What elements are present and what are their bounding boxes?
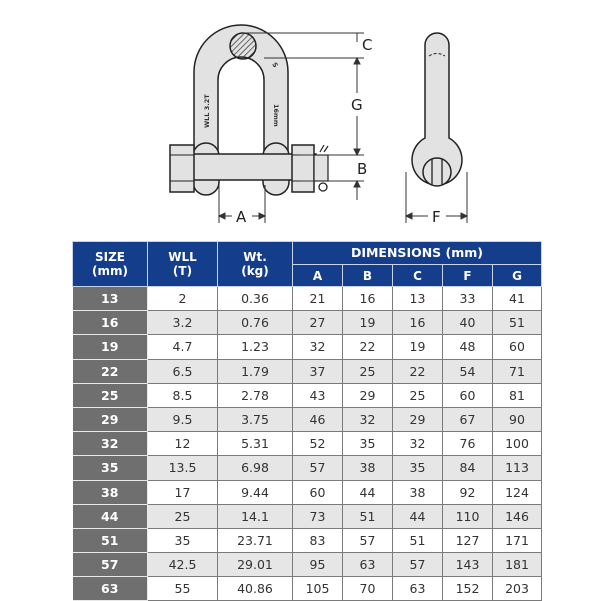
table-row	[73, 456, 542, 480]
cotter-pin-icon	[319, 183, 327, 191]
cell-wll: 9.5	[148, 407, 218, 431]
cell-a: 83	[293, 528, 343, 552]
cell-g: 171	[493, 528, 542, 552]
cell-b: 16	[343, 287, 393, 311]
cell-f: 54	[443, 359, 493, 383]
cell-size: 16	[73, 311, 148, 335]
cell-wll: 12	[148, 432, 218, 456]
cell-g: 81	[493, 383, 542, 407]
table-row	[73, 577, 542, 601]
header-wll-label: WLL	[168, 250, 197, 264]
cell-b: 44	[343, 480, 393, 504]
cell-a: 52	[293, 432, 343, 456]
cell-wt: 1.79	[218, 359, 293, 383]
cell-c: 35	[393, 456, 443, 480]
dimension-label-g: G	[351, 96, 363, 114]
cell-size: 25	[73, 383, 148, 407]
cell-size: 63	[73, 577, 148, 601]
cell-f: 40	[443, 311, 493, 335]
cell-wt: 3.75	[218, 407, 293, 431]
header-dim-g: G	[493, 265, 542, 287]
cell-wt: 1.23	[218, 335, 293, 359]
header-weight-unit: (kg)	[241, 264, 269, 278]
cell-f: 67	[443, 407, 493, 431]
cell-b: 29	[343, 383, 393, 407]
cell-c: 51	[393, 528, 443, 552]
cell-a: 43	[293, 383, 343, 407]
cell-size: 32	[73, 432, 148, 456]
cell-c: 29	[393, 407, 443, 431]
cell-f: 92	[443, 480, 493, 504]
cell-wll: 35	[148, 528, 218, 552]
cell-b: 32	[343, 407, 393, 431]
cell-wt: 9.44	[218, 480, 293, 504]
cell-a: 32	[293, 335, 343, 359]
dimension-label-b: B	[357, 160, 368, 178]
cell-c: 32	[393, 432, 443, 456]
table-row	[73, 383, 542, 407]
cell-wll: 4.7	[148, 335, 218, 359]
cell-wt: 5.31	[218, 432, 293, 456]
table-body	[73, 287, 542, 601]
cell-g: 41	[493, 287, 542, 311]
cell-g: 51	[493, 311, 542, 335]
table-row	[73, 480, 542, 504]
cell-wt: 6.98	[218, 456, 293, 480]
cell-b: 25	[343, 359, 393, 383]
cell-wll: 17	[148, 480, 218, 504]
table-row	[73, 407, 542, 431]
table-row	[73, 528, 542, 552]
cell-a: 37	[293, 359, 343, 383]
cell-size: 13	[73, 287, 148, 311]
header-wll-unit: (T)	[172, 264, 193, 278]
cell-size: 19	[73, 335, 148, 359]
nut-icon	[292, 145, 314, 192]
header-wll	[148, 242, 218, 287]
cell-g: 71	[493, 359, 542, 383]
table-row	[73, 432, 542, 456]
cell-c: 44	[393, 504, 443, 528]
header-size-label: SIZE	[94, 250, 125, 264]
header-weight-label: Wt.	[243, 250, 267, 264]
cell-size: 35	[73, 456, 148, 480]
cell-c: 38	[393, 480, 443, 504]
cell-a: 46	[293, 407, 343, 431]
cell-size: 29	[73, 407, 148, 431]
table-row	[73, 311, 542, 335]
header-dimensions-group: DIMENSIONS (mm)	[293, 242, 542, 265]
cell-a: 105	[293, 577, 343, 601]
cell-wt: 23.71	[218, 528, 293, 552]
cell-wt: 14.1	[218, 504, 293, 528]
header-weight	[218, 242, 293, 287]
cell-size: 57	[73, 553, 148, 577]
cell-c: 19	[393, 335, 443, 359]
header-size	[73, 242, 148, 287]
cell-f: 152	[443, 577, 493, 601]
table-row	[73, 335, 542, 359]
cell-size: 44	[73, 504, 148, 528]
cell-c: 25	[393, 383, 443, 407]
cell-f: 84	[443, 456, 493, 480]
cell-a: 73	[293, 504, 343, 528]
header-dim-f: F	[443, 265, 493, 287]
bolt-head-icon	[170, 145, 194, 192]
table-row	[73, 359, 542, 383]
dimension-label-a: A	[236, 208, 247, 226]
dimension-label-f: F	[432, 208, 441, 226]
shackle-front-view	[170, 25, 328, 195]
cell-wll: 42.5	[148, 553, 218, 577]
cell-size: 22	[73, 359, 148, 383]
header-dim-b: B	[343, 265, 393, 287]
cross-section-hatch-icon	[230, 33, 256, 59]
cell-f: 143	[443, 553, 493, 577]
cell-b: 70	[343, 577, 393, 601]
shackle-diagram	[0, 0, 600, 236]
cell-b: 19	[343, 311, 393, 335]
cell-wll: 8.5	[148, 383, 218, 407]
cell-f: 76	[443, 432, 493, 456]
cell-a: 27	[293, 311, 343, 335]
cell-wll: 55	[148, 577, 218, 601]
cell-b: 63	[343, 553, 393, 577]
shackle-spec-table	[72, 241, 542, 601]
cell-g: 90	[493, 407, 542, 431]
mark-s: S	[270, 61, 280, 70]
cell-size: 38	[73, 480, 148, 504]
cell-a: 57	[293, 456, 343, 480]
cell-b: 57	[343, 528, 393, 552]
cell-wt: 40.86	[218, 577, 293, 601]
cell-c: 13	[393, 287, 443, 311]
header-dim-a: A	[293, 265, 343, 287]
cell-c: 63	[393, 577, 443, 601]
shackle-drawing	[0, 0, 600, 236]
cell-b: 51	[343, 504, 393, 528]
cell-a: 60	[293, 480, 343, 504]
table-row	[73, 504, 542, 528]
cell-c: 16	[393, 311, 443, 335]
cell-c: 22	[393, 359, 443, 383]
wll-marking: WLL 3.2T	[203, 94, 211, 128]
cell-f: 60	[443, 383, 493, 407]
cell-a: 95	[293, 553, 343, 577]
cell-size: 51	[73, 528, 148, 552]
header-size-unit: (mm)	[92, 264, 128, 278]
cell-g: 181	[493, 553, 542, 577]
cell-f: 48	[443, 335, 493, 359]
table-row	[73, 287, 542, 311]
cell-wt: 29.01	[218, 553, 293, 577]
header-dim-c: C	[393, 265, 443, 287]
cell-wll: 3.2	[148, 311, 218, 335]
table-row	[73, 553, 542, 577]
cell-wll: 25	[148, 504, 218, 528]
cell-f: 33	[443, 287, 493, 311]
cell-wll: 2	[148, 287, 218, 311]
cell-f: 110	[443, 504, 493, 528]
cell-wll: 13.5	[148, 456, 218, 480]
cell-a: 21	[293, 287, 343, 311]
dimension-label-c: C	[362, 36, 373, 54]
cell-wt: 0.36	[218, 287, 293, 311]
shackle-side-view	[412, 33, 462, 186]
cell-b: 22	[343, 335, 393, 359]
cell-g: 100	[493, 432, 542, 456]
cell-g: 124	[493, 480, 542, 504]
cell-c: 57	[393, 553, 443, 577]
cell-b: 38	[343, 456, 393, 480]
cell-wt: 2.78	[218, 383, 293, 407]
cell-b: 35	[343, 432, 393, 456]
cell-g: 113	[493, 456, 542, 480]
cell-wll: 6.5	[148, 359, 218, 383]
cell-f: 127	[443, 528, 493, 552]
cell-g: 146	[493, 504, 542, 528]
size-marking: 16mm	[272, 104, 280, 127]
cell-g: 60	[493, 335, 542, 359]
cell-wt: 0.76	[218, 311, 293, 335]
cell-g: 203	[493, 577, 542, 601]
